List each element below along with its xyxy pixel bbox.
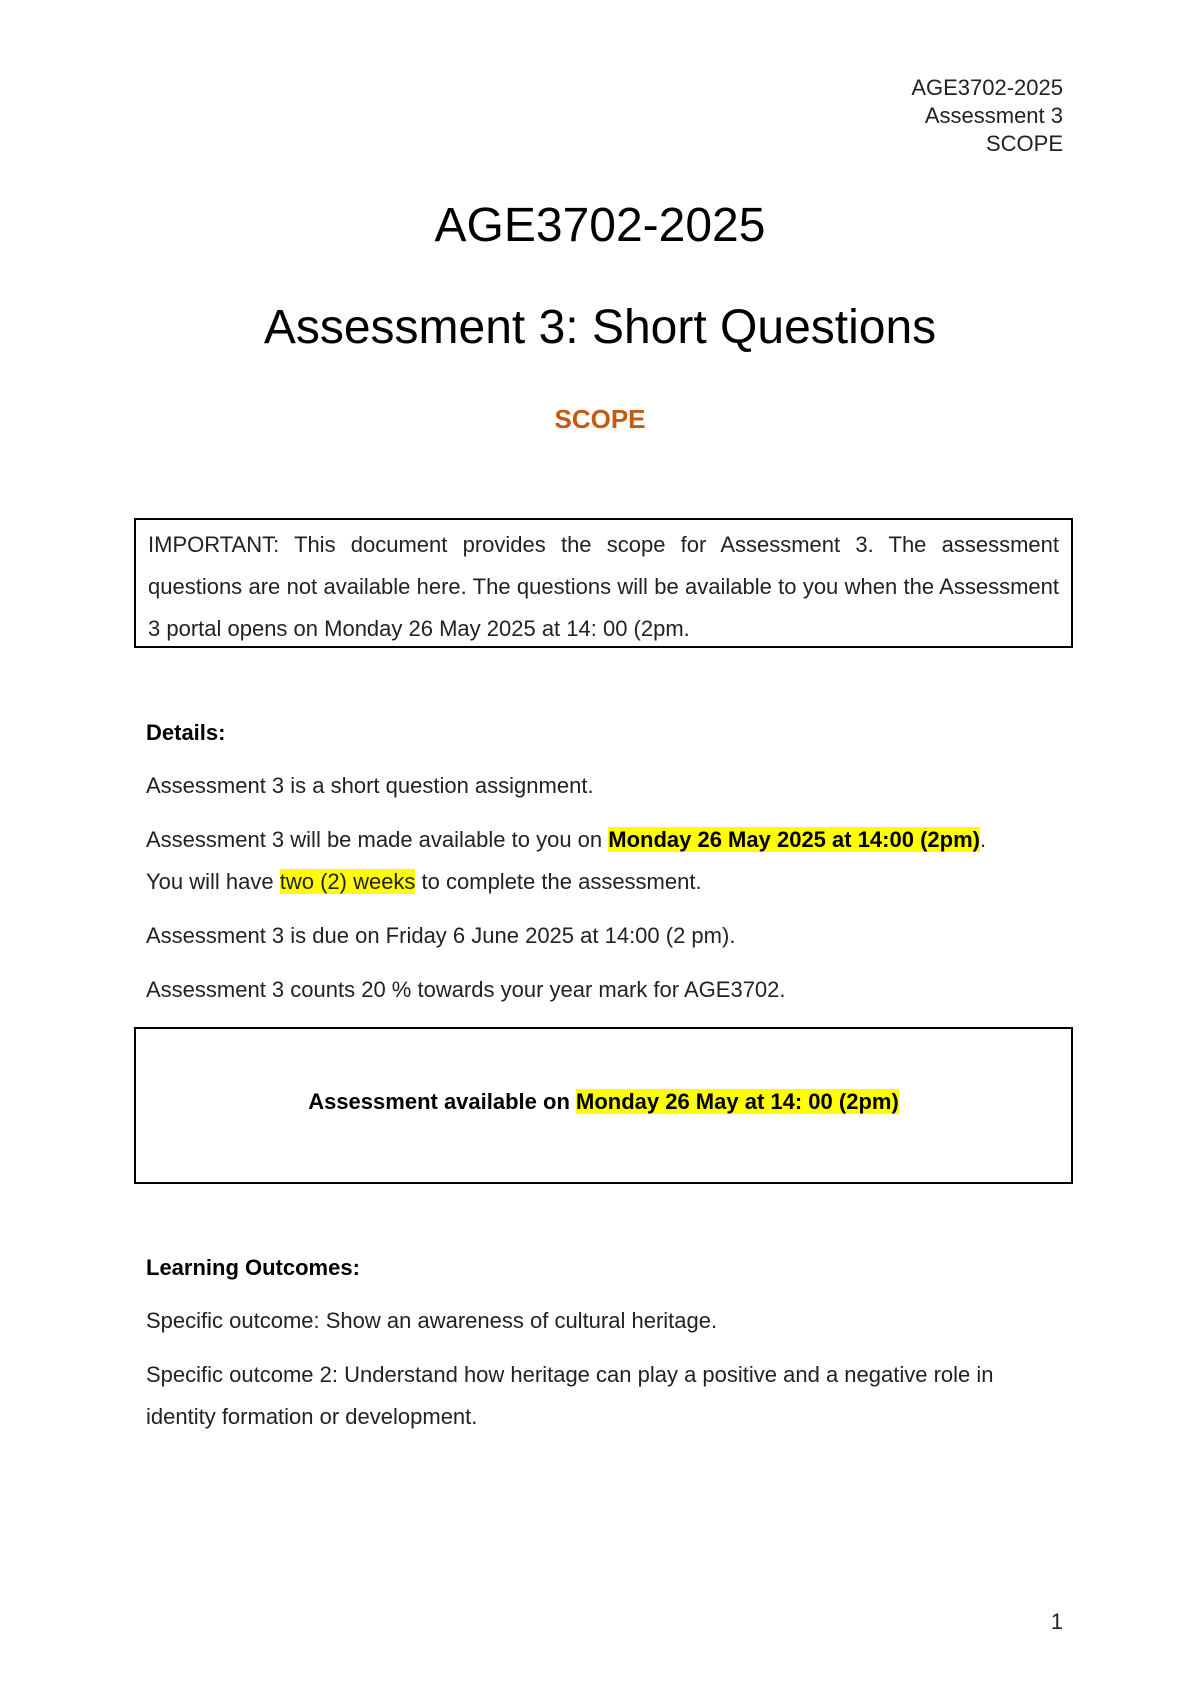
details-availability-paragraph — [146, 819, 1066, 903]
availability-date-highlight: Monday 26 May 2025 at 14:00 (2pm) — [608, 827, 980, 852]
learning-outcomes-heading: Learning Outcomes: — [146, 1255, 360, 1280]
header-course-code: AGE3702-2025 — [911, 75, 1063, 100]
details-line-3-prefix: You will have — [146, 869, 280, 894]
details-line-2-suffix: . — [979, 827, 987, 852]
header-scope: SCOPE — [985, 131, 1063, 156]
duration-highlight: two (2) weeks — [279, 869, 416, 894]
availability-box — [134, 1027, 1073, 1184]
availability-prefix: Assessment available on — [308, 1089, 576, 1114]
page-number: 1 — [1050, 1609, 1063, 1634]
important-notice-text: IMPORTANT: This document provides the scope for Assessment 3. The assessment questions are not available here. The questions will be available to you when the Assessment 3 portal opens on Monday 26 May 2025 at 14: 00 (2pm. — [148, 532, 1059, 641]
document-title: AGE3702-2025 — [434, 199, 766, 252]
learning-outcome-2: Specific outcome 2: Understand how heritage can play a positive and a negative role in identity formation or development. — [146, 1362, 994, 1429]
learning-outcome-1: Specific outcome: Show an awareness of cultural heritage. — [146, 1308, 718, 1333]
details-line-2-prefix: Assessment 3 will be made available to you on — [146, 827, 609, 852]
header-assessment: Assessment 3 — [924, 103, 1063, 128]
document-subtitle: Assessment 3: Short Questions — [263, 301, 937, 354]
details-line-3-suffix: to complete the assessment. — [415, 869, 702, 894]
details-due-date: Assessment 3 is due on Friday 6 June 2025 at 14:00 (2 pm). — [146, 923, 736, 948]
details-line-1: Assessment 3 is a short question assignment. — [146, 773, 594, 798]
details-weighting: Assessment 3 counts 20 % towards your year mark for AGE3702. — [146, 977, 786, 1002]
details-heading: Details: — [146, 720, 226, 745]
important-notice-box — [134, 518, 1073, 648]
availability-box-highlight: Monday 26 May at 14: 00 (2pm) — [576, 1089, 899, 1114]
scope-heading: SCOPE — [554, 404, 646, 434]
running-header — [911, 74, 1063, 158]
